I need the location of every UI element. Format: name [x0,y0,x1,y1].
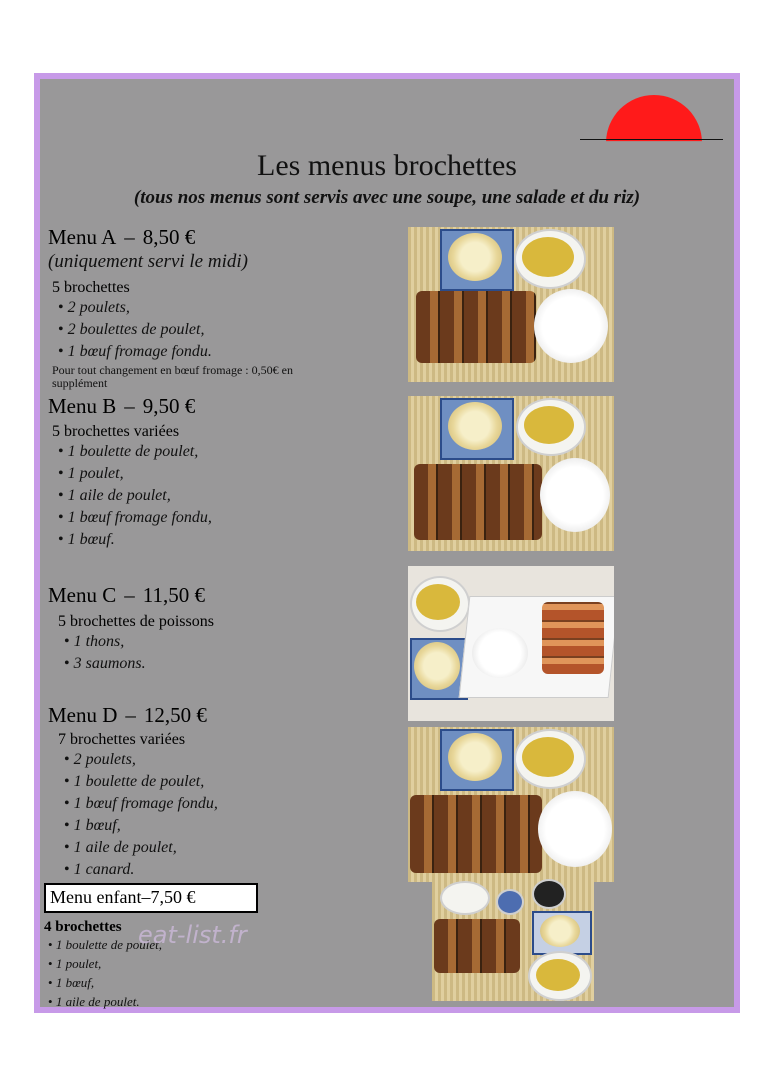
menu-a-note: (uniquement servi le midi) [48,251,248,272]
menu-a-supplement-note: Pour tout changement en bœuf fromage : 0,50€ en supplément [52,363,293,390]
menu-c-name: Menu C [48,583,117,607]
page-subtitle: (tous nos menus sont servis avec une soupe, une salade et du riz) [133,187,641,208]
list-item: • 1 bœuf fromage fondu, [64,793,218,815]
menu-c-photo [408,566,614,721]
page-title: Les menus brochettes [257,149,517,182]
menu-d-name: Menu D [48,703,118,727]
list-item: • 1 bœuf. [58,529,212,551]
list-item: • 1 poulet, [48,954,162,973]
menu-panel [34,73,740,1013]
menu-a-heading: Menu A – 8,50 € [48,225,196,249]
list-item: • 1 bœuf fromage fondu, [58,507,212,529]
list-item: • 1 bœuf fromage fondu. [58,341,212,363]
menu-b-photo [408,396,614,551]
menu-b-subtitle: 5 brochettes variées [52,423,180,440]
list-item: • 1 boulette de poulet, [48,935,162,954]
list-item: • 3 saumons. [64,653,146,675]
menu-c-subtitle: 5 brochettes de poissons [58,613,214,630]
menu-b-heading: Menu B – 9,50 € [48,394,196,418]
menu-c-heading: Menu C – 11,50 € [48,583,205,607]
menu-c-items [64,631,146,675]
menu-b-name: Menu B [48,394,117,418]
menu-kid-heading: Menu enfant–7,50 € [50,887,196,907]
list-item: • 1 poulet, [58,463,212,485]
menu-a-subtitle: 5 brochettes [52,279,130,296]
watermark: eat-list.fr [138,921,247,949]
menu-b-price: 9,50 € [142,394,196,418]
menu-c-price: 11,50 € [142,583,205,607]
menu-a-photo [408,227,614,382]
menu-a-price: 8,50 € [142,225,196,249]
list-item: • 1 thons, [64,631,146,653]
list-item: • 1 aile de poulet, [58,485,212,507]
list-item: • 1 bœuf, [48,973,162,992]
menu-b-items [58,441,212,551]
menu-a-name: Menu A [48,225,117,249]
menu-kid-photo [432,879,594,1001]
list-item: • 1 bœuf, [64,815,218,837]
list-item: • 1 boulette de poulet, [58,441,212,463]
horizon-line [580,139,723,140]
list-item: • 1 boulette de poulet, [64,771,218,793]
menu-a-items [58,297,212,363]
list-item: • 1 canard. [64,859,218,881]
menu-d-items [64,749,218,881]
menu-kid-name: Menu enfant [50,887,142,907]
list-item: • 1 aile de poulet. [48,992,162,1011]
menu-d-price: 12,50 € [143,703,207,727]
list-item: • 2 poulets, [64,749,218,771]
menu-d-photo [408,727,614,882]
menu-kid-subtitle: 4 brochettes [44,919,122,935]
list-item: • 2 boulettes de poulet, [58,319,212,341]
list-item: • 1 aile de poulet, [64,837,218,859]
menu-d-heading: Menu D – 12,50 € [48,703,207,727]
menu-d-subtitle: 7 brochettes variées [58,731,186,748]
list-item: • 2 poulets, [58,297,212,319]
menu-kid-price: 7,50 € [150,887,196,907]
